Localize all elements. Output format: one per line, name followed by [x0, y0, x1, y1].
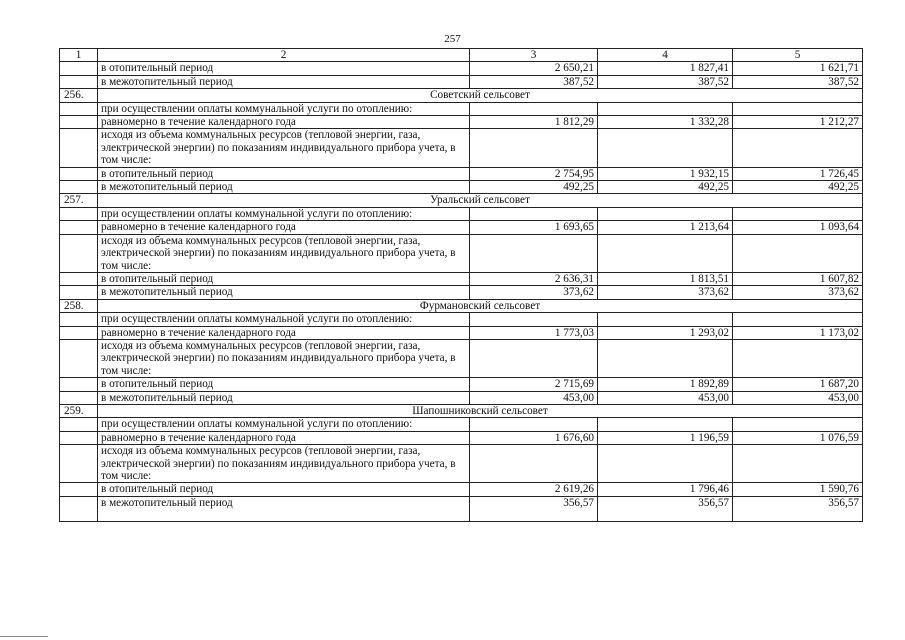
value-col-3: 492,25: [470, 181, 598, 194]
row-label: равномерно в течение календарного года: [98, 431, 470, 444]
value-col-4: 1 196,59: [598, 431, 733, 444]
value-col-4: [598, 313, 733, 326]
table-row-multiline: [60, 129, 863, 167]
row-label: исходя из объема коммунальных ресурсов (тепловой энергии, газа, электрической энергии) по показаниям индивидуального прибора учета, в том числе:: [98, 445, 470, 483]
value-col-5: 1 173,02: [733, 326, 863, 339]
table-row: [60, 391, 863, 404]
section-row: [60, 404, 863, 417]
row-number-cell: [60, 286, 98, 299]
value-col-5: 1 726,45: [733, 167, 863, 180]
value-col-3: 387,52: [470, 75, 598, 88]
section-row: [60, 194, 863, 207]
row-number-cell: [60, 418, 98, 431]
header-cell-col-2: 2: [98, 49, 470, 62]
value-col-3: 2 636,31: [470, 272, 598, 285]
row-label: в межотопительный период: [98, 181, 470, 194]
header-cell-col-3: 3: [470, 49, 598, 62]
value-col-5: 1 076,59: [733, 431, 863, 444]
section-title: Шапошниковский сельсовет: [98, 404, 863, 417]
table-row: [60, 431, 863, 444]
section-title: Фурмановский сельсовет: [98, 299, 863, 312]
value-col-4: [598, 129, 733, 167]
value-col-4: 492,25: [598, 181, 733, 194]
value-col-5: 1 093,64: [733, 221, 863, 234]
row-number-cell: [60, 181, 98, 194]
row-number-cell: [60, 339, 98, 377]
value-col-3: 2 754,95: [470, 167, 598, 180]
table-row: [60, 418, 863, 431]
row-label: в отопительный период: [98, 272, 470, 285]
table-row: [60, 116, 863, 129]
row-label: в отопительный период: [98, 167, 470, 180]
table-row: [60, 378, 863, 391]
value-col-4: [598, 102, 733, 115]
table-row: [60, 181, 863, 194]
value-col-3: 453,00: [470, 391, 598, 404]
value-col-4: 373,62: [598, 286, 733, 299]
value-col-4: [598, 207, 733, 220]
table-body: [60, 49, 863, 522]
value-col-5: 492,25: [733, 181, 863, 194]
row-label: в межотопительный период: [98, 286, 470, 299]
row-label: исходя из объема коммунальных ресурсов (тепловой энергии, газа, электрической энергии) по показаниям индивидуального прибора учета, в том числе:: [98, 234, 470, 272]
row-number-cell: [60, 391, 98, 404]
value-col-5: [733, 234, 863, 272]
tariff-table: [59, 48, 863, 522]
page-edge-mark: [0, 636, 48, 637]
section-number: 259.: [60, 404, 98, 417]
value-col-4: [598, 234, 733, 272]
row-number-cell: [60, 234, 98, 272]
row-label: при осуществлении оплаты коммунальной услуги по отоплению:: [98, 207, 470, 220]
value-col-5: 1 607,82: [733, 272, 863, 285]
table-row: [60, 313, 863, 326]
section-title: Советский сельсовет: [98, 89, 863, 102]
value-col-5: [733, 339, 863, 377]
row-number-cell: [60, 431, 98, 444]
value-col-5: [733, 102, 863, 115]
value-col-3: 373,62: [470, 286, 598, 299]
row-number-cell: [60, 75, 98, 88]
value-col-5: 1 621,71: [733, 62, 863, 75]
table-row-multiline: [60, 445, 863, 483]
value-col-3: [470, 129, 598, 167]
table-row: [60, 75, 863, 88]
row-number-cell: [60, 102, 98, 115]
value-col-4: [598, 445, 733, 483]
value-col-4: [598, 339, 733, 377]
value-col-5: [733, 129, 863, 167]
header-cell-col-1: 1: [60, 49, 98, 62]
value-col-3: 2 715,69: [470, 378, 598, 391]
value-col-5: 373,62: [733, 286, 863, 299]
value-col-4: 387,52: [598, 75, 733, 88]
value-col-4: 1 213,64: [598, 221, 733, 234]
value-col-4: 1 293,02: [598, 326, 733, 339]
value-col-3: 1 693,65: [470, 221, 598, 234]
row-number-cell: [60, 483, 98, 496]
row-number-cell: [60, 313, 98, 326]
value-col-4: 356,57: [598, 496, 733, 521]
row-label: при осуществлении оплаты коммунальной услуги по отоплению:: [98, 102, 470, 115]
header-cell-col-5: 5: [733, 49, 863, 62]
table-row: [60, 102, 863, 115]
row-label: в отопительный период: [98, 483, 470, 496]
table-row: [60, 272, 863, 285]
value-col-5: 453,00: [733, 391, 863, 404]
row-label: при осуществлении оплаты коммунальной услуги по отоплению:: [98, 418, 470, 431]
table-row: [60, 326, 863, 339]
row-number-cell: [60, 496, 98, 521]
value-col-3: [470, 313, 598, 326]
value-col-5: 387,52: [733, 75, 863, 88]
value-col-3: [470, 234, 598, 272]
value-col-3: [470, 207, 598, 220]
row-number-cell: [60, 378, 98, 391]
row-number-cell: [60, 167, 98, 180]
value-col-5: 356,57: [733, 496, 863, 521]
table-row-multiline: [60, 234, 863, 272]
value-col-5: 1 687,20: [733, 378, 863, 391]
row-label: в межотопительный период: [98, 75, 470, 88]
value-col-3: 2 650,21: [470, 62, 598, 75]
value-col-3: [470, 445, 598, 483]
value-col-4: 1 932,15: [598, 167, 733, 180]
section-number: 257.: [60, 194, 98, 207]
value-col-5: 1 590,76: [733, 483, 863, 496]
value-col-3: 1 812,29: [470, 116, 598, 129]
row-number-cell: [60, 221, 98, 234]
value-col-4: [598, 418, 733, 431]
row-label: равномерно в течение календарного года: [98, 116, 470, 129]
row-label: равномерно в течение календарного года: [98, 221, 470, 234]
value-col-4: 1 827,41: [598, 62, 733, 75]
value-col-3: 1 773,03: [470, 326, 598, 339]
value-col-3: 1 676,60: [470, 431, 598, 444]
value-col-5: [733, 418, 863, 431]
value-col-3: [470, 339, 598, 377]
table-row: [60, 496, 863, 521]
row-label: исходя из объема коммунальных ресурсов (тепловой энергии, газа, электрической энергии) по показаниям индивидуального прибора учета, в том числе:: [98, 129, 470, 167]
value-col-4: 1 892,89: [598, 378, 733, 391]
row-number-cell: [60, 272, 98, 285]
value-col-3: 356,57: [470, 496, 598, 521]
row-label: в межотопительный период: [98, 391, 470, 404]
value-col-4: 1 813,51: [598, 272, 733, 285]
section-row: [60, 89, 863, 102]
value-col-4: 453,00: [598, 391, 733, 404]
row-number-cell: [60, 445, 98, 483]
value-col-5: [733, 445, 863, 483]
value-col-5: [733, 313, 863, 326]
row-label: в отопительный период: [98, 62, 470, 75]
row-label: исходя из объема коммунальных ресурсов (тепловой энергии, газа, электрической энергии) по показаниям индивидуального прибора учета, в том числе:: [98, 339, 470, 377]
table-row: [60, 483, 863, 496]
section-number: 256.: [60, 89, 98, 102]
row-number-cell: [60, 62, 98, 75]
table-row: [60, 62, 863, 75]
value-col-5: 1 212,27: [733, 116, 863, 129]
value-col-5: [733, 207, 863, 220]
table-row: [60, 167, 863, 180]
row-label: в отопительный период: [98, 378, 470, 391]
row-label: при осуществлении оплаты коммунальной услуги по отоплению:: [98, 313, 470, 326]
header-cell-col-4: 4: [598, 49, 733, 62]
row-number-cell: [60, 129, 98, 167]
value-col-3: [470, 102, 598, 115]
section-row: [60, 299, 863, 312]
row-number-cell: [60, 116, 98, 129]
table-row: [60, 286, 863, 299]
table-row: [60, 207, 863, 220]
table-row: [60, 221, 863, 234]
row-label: в межотопительный период: [98, 496, 470, 521]
value-col-3: [470, 418, 598, 431]
row-label: равномерно в течение календарного года: [98, 326, 470, 339]
row-number-cell: [60, 207, 98, 220]
page-number: 257: [444, 33, 461, 45]
value-col-4: 1 332,28: [598, 116, 733, 129]
row-number-cell: [60, 326, 98, 339]
value-col-3: 2 619,26: [470, 483, 598, 496]
value-col-4: 1 796,46: [598, 483, 733, 496]
table-row-multiline: [60, 339, 863, 377]
section-title: Уральский сельсовет: [98, 194, 863, 207]
header-row: [60, 49, 863, 62]
section-number: 258.: [60, 299, 98, 312]
